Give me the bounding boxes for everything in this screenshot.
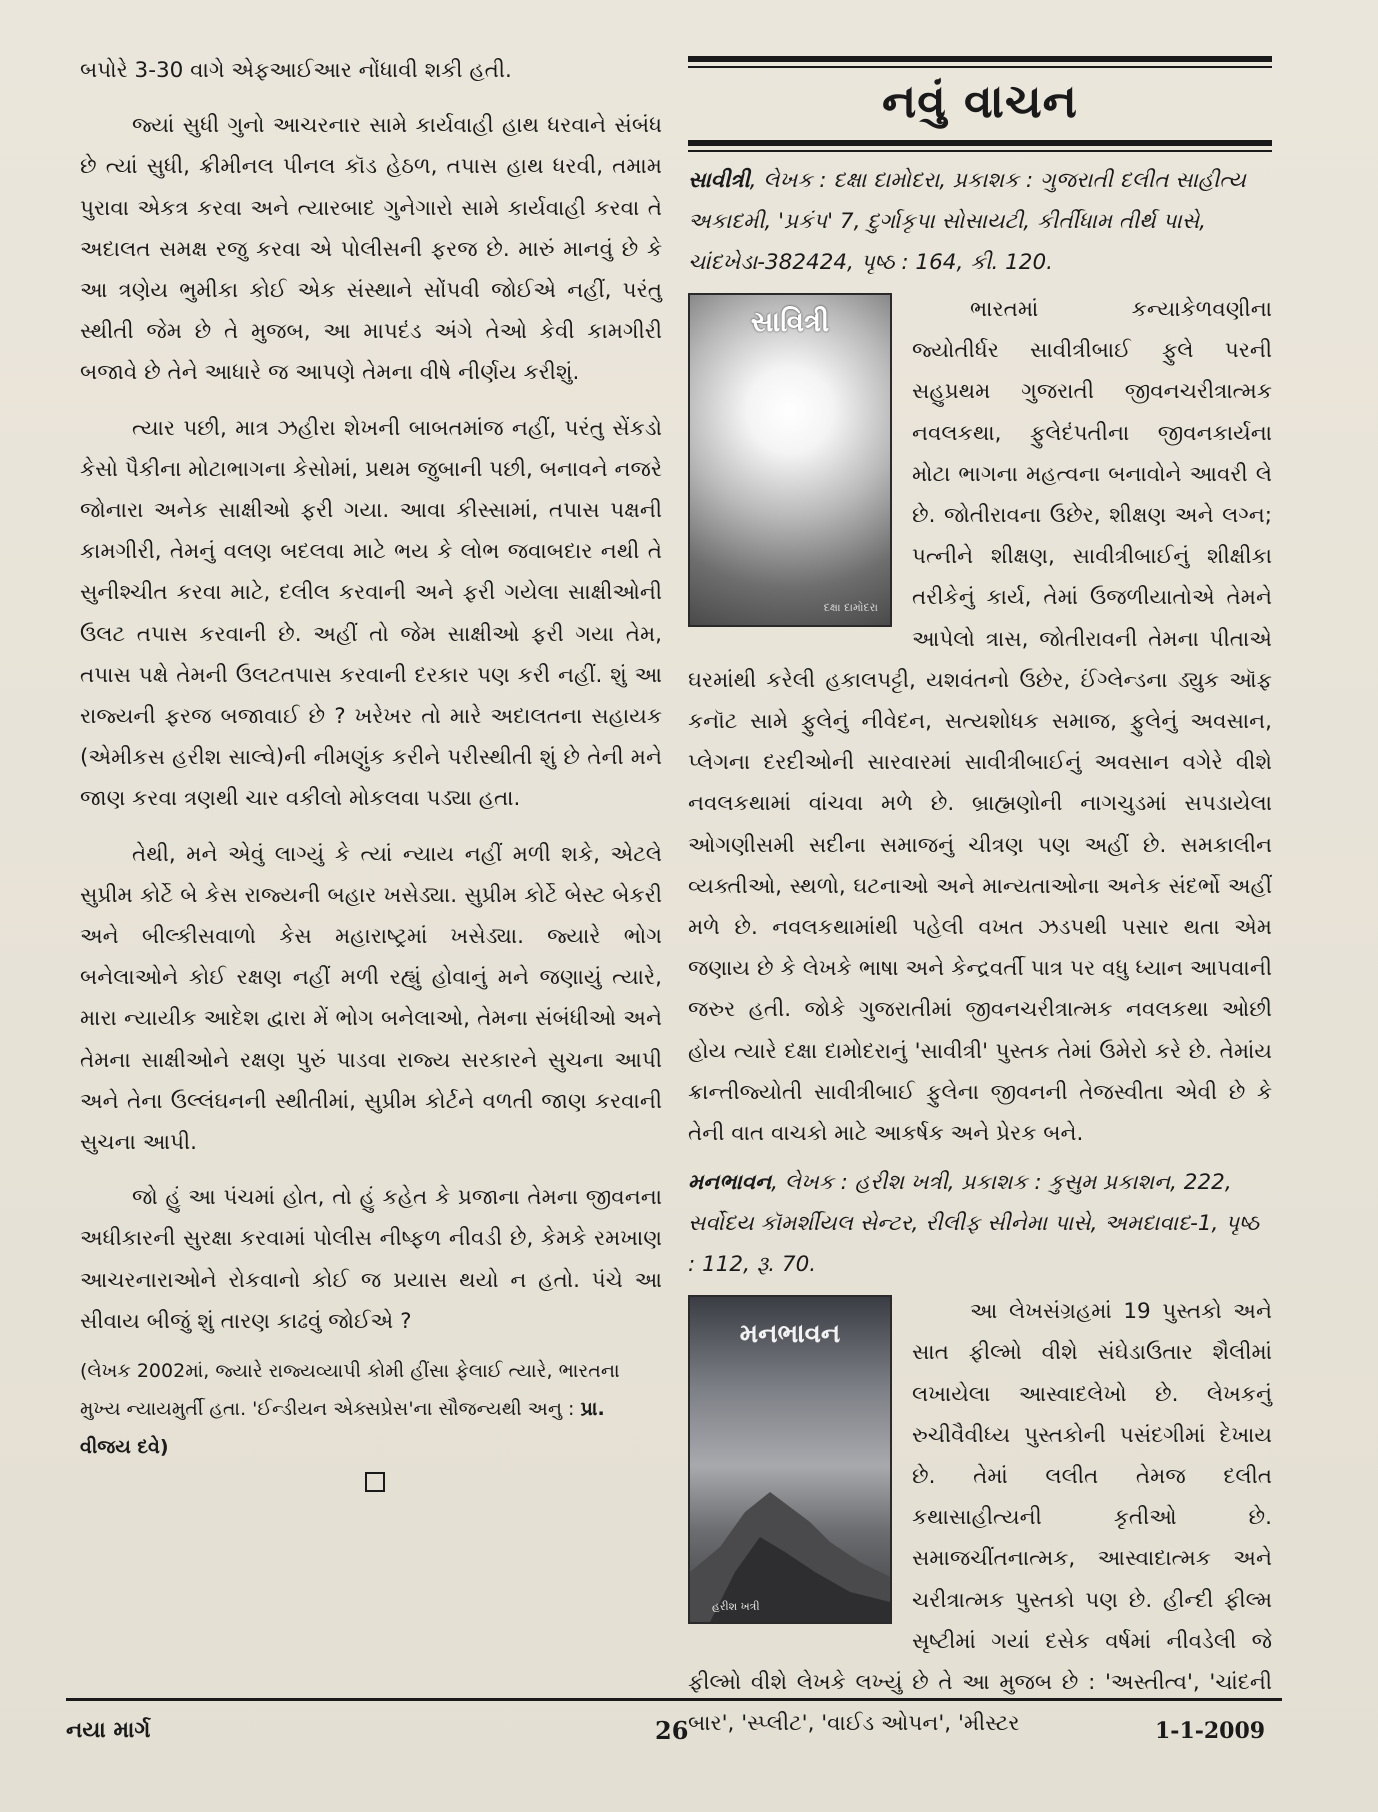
book-citation: [688, 160, 1272, 283]
book-cover-image: [690, 295, 890, 625]
heading-rule-bottom-thin: [688, 150, 1272, 152]
heading-rule-top-thin: [688, 66, 1272, 68]
heading-rule-top: [688, 56, 1272, 62]
article-paragraph: ત્યાર પછી, માત્ર ઝહીરા શેખની બાબતમાંજ નહીં, પરંતુ સેંકડો કેસો પૈકીના મોટાભાગના કેસોમાં, પ્રથમ જુબાની પછી, બનાવને નજરે જોનારા અનેક સાક્ષીઓ ફરી ગયા. આવા કીસ્સામાં, તપાસ પક્ષની કામગીરી, તેમનું વલણ બદલવા માટે ભય કે લોભ જવાબદાર નથી તે સુનીશ્ચીત કરવા માટે, દલીલ કરવાની અને ફરી ગયેલા સાક્ષીઓની ઉલટ તપાસ કરવાની છે. અહીં તો જેમ સાક્ષીઓ ફરી ગયા તેમ, તપાસ પક્ષે તેમની ઉલટતપાસ કરવાની દરકાર પણ કરી નહીં. શું આ રાજ્યની ફરજ બજાવાઈ છે ? ખરેખર તો મારે અદાલતના સહાયક (એમીકસ હરીશ સાલ્વે)ની નીમણુંક કરીને પરીસ્થીતી શું છે તેની મને જાણ કરવા ત્રણથી ચાર વકીલો મોકલવા પડ્યા હતા.: [80, 415, 662, 812]
footer-rule: [66, 1698, 1282, 1701]
article-paragraph: તેથી, મને એવું લાગ્યું કે ત્યાં ન્યાય નહીં મળી શકે, એટલે સુપ્રીમ કોર્ટે બે કેસ રાજ્યની બહાર ખસેડ્યા. સુપ્રીમ કોર્ટે બેસ્ટ બેકરી અને બીલ્કીસવાળો કેસ મહારાષ્ટ્રમાં ખસેડ્યા. જ્યારે ભોગ બનેલાઓને કોઈ રક્ષણ નહીં મળી રહ્યું હોવાનું મને જણાયું ત્યારે, મારા ન્યાયીક આદેશ દ્વારા મેં ભોગ બનેલાઓ, તેમના સંબંધીઓ અને તેમના સાક્ષીઓને રક્ષણ પુરું પાડવા રાજ્ય સરકારને સુચના આપી અને તેના ઉલ્લંઘનની સ્થીતીમાં, સુપ્રીમ કોર્ટને વળતી જાણ કરવાની સુચના આપી.: [80, 841, 662, 1156]
left-column: [80, 50, 662, 1492]
author-note: [80, 1352, 662, 1466]
article-end-mark: [365, 1472, 385, 1492]
book-review-text: ભારતમાં કન્યાકેળવણીના જ્યોતીર્ધર સાવીત્રીબાઈ ફુલે પરની સહુપ્રથમ ગુજરાતી જીવનચરીત્રાત્મક નવલકથા, ફુલેદંપતીના જીવનકાર્યના મોટા ભાગના મહત્વના બનાવોને આવરી લે છે. જોતીરાવના ઉછેર, શીક્ષણ અને લગ્ન; પત્નીને શીક્ષણ, સાવીત્રીબાઈનું શીક્ષીકા તરીકેનું કાર્ય, તેમાં ઉજળીયાતોએ તેમને આપેલો ત્રાસ, જોતીરાવની તેમના પીતાએ ઘરમાંથી કરેલી હકાલપટ્ટી, યશવંતનો ઉછેર, ઈંગ્લેન્ડના ડ્યુક ઑફ કનૉટ સામે ફુલેનું નીવેદન, સત્યશોધક સમાજ, ફુલેનું અવસાન, પ્લેગના દરદીઓની સારવારમાં સાવીત્રીબાઈનું અવસાન વગેરે વીશે નવલકથામાં વાંચવા મળે છે. બ્રાહ્મણોની નાગચુડમાં સપડાયેલા ઓગણીસમી સદીના સમાજનું ચીત્રણ પણ અહીં છે. સમકાલીન વ્યક્તીઓ, સ્થળો, ઘટનાઓ અને માન્યતાઓના અનેક સંદર્ભો અહીં મળે છે. નવલકથામાંથી પહેલી વખત ઝડપથી પસાર થતા એમ જણાય છે કે લેખકે ભાષા અને કેન્દ્રવર્તી પાત્ર પર વધુ ધ્યાન આપવાની જરુર હતી. જોકે ગુજરાતીમાં જીવનચરીત્રાત્મક નવલકથા ઓછી હોય ત્યારે દક્ષા દામોદરાનું 'સાવીત્રી' પુસ્તક તેમાં ઉમેરો કરે છે. તેમાંય ક્રાન્તીજ્યોતી સાવીત્રીબાઈ ફુલેના જીવનની તેજસ્વીતા એવી છે કે તેની વાત વાચકો માટે આકર્ષક અને પ્રેરક બને.: [688, 297, 1272, 1147]
translator-credit: પ્રા. વીજય દવે): [80, 1398, 605, 1459]
book-review-text: આ લેખસંગ્રહમાં 19 પુસ્તકો અને સાત ફીલ્મો વીશે સંઘેડાઉતાર શૈલીમાં લખાયેલા આસ્વાદલેખો છે. લેખકનું રુચીવૈવીધ્ય પુસ્તકોની પસંદગીમાં દેખાય છે. તેમાં લલીત તેમજ દલીત કથાસાહીત્યની કૃતીઓ છે. સમાજચીંતનાત્મક, આસ્વાદાત્મક અને ચરીત્રાત્મક પુસ્તકો પણ છે. હીન્દી ફીલ્મ સૃષ્ટીમાં ગયાં દસેક વર્ષમાં નીવડેલી જે ફીલ્મો વીશે લેખકે લખ્યું છે તે આ મુજબ છે : 'અસ્તીત્વ', 'ચાંદની બાર', 'સ્પ્લીટ', 'વાઈડ ઓપન', 'મીસ્ટર: [688, 1299, 1272, 1737]
author-note-text: (લેખક 2002માં, જ્યારે રાજ્યવ્યાપી કોમી હીંસા ફેલાઈ ત્યારે, ભારતના મુખ્ય ન્યાયમુર્તી હતા. 'ઈન્ડીયન એક્સપ્રેસ'ના સૌજન્યથી અનુ :: [80, 1360, 620, 1421]
book-review: [688, 1291, 1272, 1744]
page-number: 26: [655, 1716, 689, 1745]
cover-title: સાવિત્રી: [750, 305, 830, 338]
book-title: મનભાવન: [688, 1170, 772, 1196]
right-column: [688, 56, 1272, 1745]
heading-rule-bottom: [688, 140, 1272, 146]
article-paragraph: જ્યાં સુધી ગુનો આચરનાર સામે કાર્યવાહી હાથ ધરવાને સંબંધ છે ત્યાં સુધી, ક્રીમીનલ પીનલ કૉડ હેઠળ, તપાસ હાથ ધરવી, તમામ પુરાવા એકત્ર કરવા અને ત્યારબાદ ગુનેગારો સામે કાર્યવાહી કરવા તે અદાલત સમક્ષ રજુ કરવા એ પોલીસની ફરજ છે. મારું માનવું છે કે આ ત્રણેય ભુમીકા કોઈ એક સંસ્થાને સોંપવી જોઈએ નહીં, પરંતુ સ્થીતી જેમ છે તે મુજબ, આ માપદંડ અંગે તેઓ કેવી કામગીરી બજાવે છે તેને આધારે જ આપણે તેમના વીષે નીર્ણય કરીશું.: [80, 113, 662, 386]
book-title: સાવીત્રી: [688, 168, 750, 193]
book-details: , લેખક : હરીશ ખત્રી, પ્રકાશક : કુસુમ પ્રકાશન, 222, સર્વોદય કૉમર્શીયલ સેન્ટર, રીલીફ સીનેમા પાસે, અમદાવાદ-1, પૃષ્ઠ : 112, રૂ. 70.: [688, 1170, 1259, 1278]
cover-landscape-illustration: [690, 1452, 890, 1622]
section-heading: નવું વાચન: [882, 74, 1078, 128]
magazine-name: નયા માર્ગ: [66, 1718, 151, 1743]
book-details: , લેખક : દક્ષા દામોદરા, પ્રકાશક : ગુજરાતી દલીત સાહીત્ય અકાદમી, 'પ્રકંપ' 7, દુર્ગાકૃપા સોસાયટી, કીર્તીધામ તીર્થ પાસે, ચાંદખેડા-382424, પૃષ્ઠ : 164, કી. 120.: [688, 168, 1246, 275]
cover-author: હરીશ ખત્રી: [712, 1600, 760, 1614]
cover-title: મનભાવન: [739, 1319, 841, 1350]
book-citation: [688, 1162, 1272, 1285]
book-cover-image: [690, 1297, 890, 1622]
issue-date: 1-1-2009: [1155, 1718, 1266, 1744]
cover-author: દક્ષા દામોદરા: [823, 601, 878, 614]
book-review: [688, 289, 1272, 1154]
article-paragraph: જો હું આ પંચમાં હોત, તો હું કહેત કે પ્રજાના તેમના જીવનના અધીકારની સુરક્ષા કરવામાં પોલીસ નીષ્ફળ નીવડી છે, કેમકે રમખાણ આચરનારાઓને રોકવાનો કોઈ જ પ્રયાસ થયો ન હતો. પંચે આ સીવાય બીજું શું તારણ કાઢવું જોઈએ ?: [80, 1185, 662, 1334]
article-paragraph: બપોરે 3-30 વાગે એફઆઈઆર નોંધાવી શકી હતી.: [80, 58, 512, 83]
